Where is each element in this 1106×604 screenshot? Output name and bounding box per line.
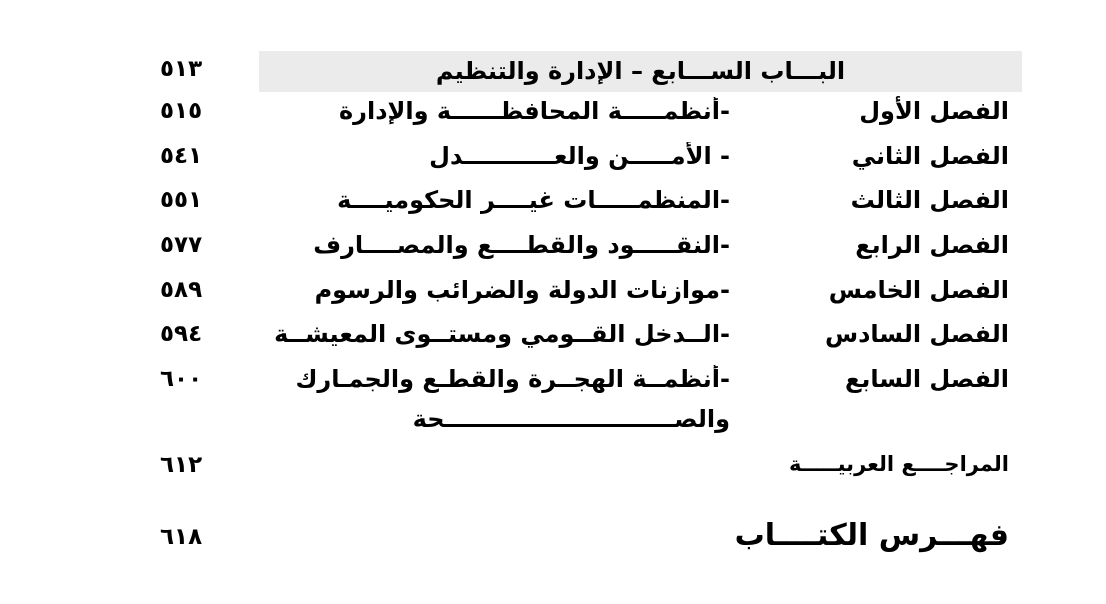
- chapter-4-label: الفصل الرابع: [855, 231, 1009, 259]
- chapter-1-title: -أنظمـــــة المحافظــــــة والإدارة: [339, 97, 730, 125]
- chapter-7-page: ٦٠٠: [160, 366, 203, 392]
- chapter-1-label: الفصل الأول: [859, 97, 1009, 125]
- chapter-5-page: ٥٨٩: [160, 277, 203, 303]
- chapter-6-label: الفصل السادس: [824, 320, 1009, 348]
- chapter-2-page: ٥٤١: [160, 143, 203, 169]
- chapter-4-page: ٥٧٧: [160, 232, 203, 258]
- chapter-7-label: الفصل السابع: [844, 365, 1009, 393]
- chapter-7-title: -أنظمــة الهجــرة والقطـع والجمـارك: [295, 365, 730, 393]
- chapter-2-label: الفصل الثاني: [851, 142, 1009, 170]
- chapter-6-title: -الــدخل القــومي ومستــوى المعيشــة: [274, 320, 730, 348]
- part-page-number: ٥١٣: [160, 56, 203, 82]
- chapter-7-title-continued: والصــــــــــــــــــــــــــــحة: [412, 405, 730, 433]
- chapter-4-title: -النقـــــود والقطــــع والمصــــارف: [313, 231, 730, 259]
- chapter-6-page: ٥٩٤: [160, 321, 203, 347]
- index-page: ٦١٨: [160, 524, 203, 550]
- references-label: المراجــــع العربيـــــة: [788, 452, 1009, 476]
- chapter-5-label: الفصل الخامس: [828, 276, 1009, 304]
- chapter-3-title: -المنظمـــــات غيــــر الحكوميــــة: [337, 186, 730, 214]
- chapter-5-title: -موازنات الدولة والضرائب والرسوم: [314, 276, 730, 304]
- chapter-2-title: - الأمـــــن والعـــــــــــدل: [429, 142, 730, 170]
- chapter-3-page: ٥٥١: [160, 187, 203, 213]
- chapter-1-page: ٥١٥: [160, 98, 203, 124]
- index-label: فهـــرس الكتــــاب: [734, 518, 1009, 553]
- references-page: ٦١٢: [160, 452, 203, 478]
- part-title: البـــاب الســـابع – الإدارة والتنظيم: [435, 57, 846, 85]
- chapter-3-label: الفصل الثالث: [850, 186, 1009, 214]
